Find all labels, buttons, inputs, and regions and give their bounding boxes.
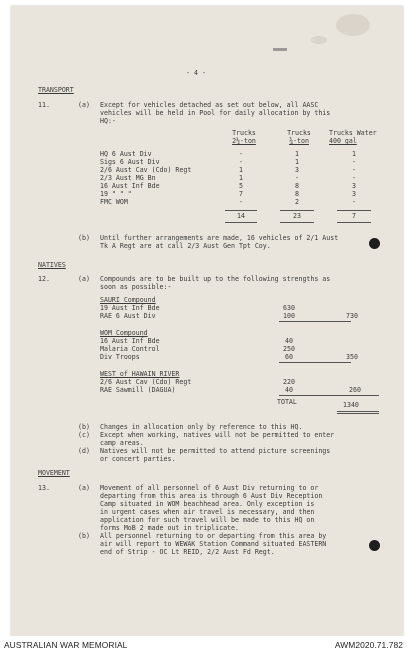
- table-cell: 8: [295, 190, 299, 198]
- table-cell: -: [239, 158, 243, 166]
- table-cell: 5: [239, 182, 243, 190]
- table-cell: -: [352, 158, 356, 166]
- table-cell: 8: [295, 182, 299, 190]
- para-line: end of Strip - OC Lt REID, 2/2 Aust Fd Regt.: [100, 548, 275, 556]
- para-line: Natives will not be permitted to attend picture screenings: [100, 447, 331, 455]
- para-line: air will report to WEWAK Station Command situated EASTERN: [100, 540, 327, 548]
- para-line: Compounds are to be built up to the following strengths as: [100, 275, 331, 283]
- staple-mark: [273, 48, 287, 51]
- para-line: Camp situated in WOM beachhead area. Only exception is: [100, 500, 315, 508]
- para-line: camp areas.: [100, 439, 144, 447]
- para-line: All personnel returning to or departing from this area by: [100, 532, 327, 540]
- paper-stain: [336, 14, 370, 36]
- table-cell: -: [352, 198, 356, 206]
- para-line: Movement of all personnel of 6 Aust Div returning to or: [100, 484, 319, 492]
- table-row-unit: 16 Aust Inf Bde: [100, 182, 160, 190]
- para-line: Except when working, natives will not be permitted to enter: [100, 431, 335, 439]
- column-header: ¾-ton: [289, 137, 309, 145]
- table-cell: 3: [352, 190, 356, 198]
- compound-item: Malaria Control: [100, 345, 160, 353]
- compound-subtotal: 260: [349, 386, 361, 394]
- column-header: Trucks Water: [329, 129, 377, 137]
- table-cell: 7: [239, 190, 243, 198]
- table-cell: -: [352, 166, 356, 174]
- table-cell: -: [239, 150, 243, 158]
- subtotal-rule: [279, 321, 351, 322]
- para-line: soon as possible:-: [100, 283, 172, 291]
- total-rule: [337, 222, 371, 223]
- table-cell: -: [352, 174, 356, 182]
- table-cell: 3: [352, 182, 356, 190]
- sub-label: (b): [78, 423, 90, 431]
- section-heading-movement: MOVEMENT: [38, 469, 70, 477]
- table-row-unit: Sigs 6 Aust Div: [100, 158, 160, 166]
- compound-value: 250: [283, 345, 295, 353]
- compound-value: 100: [283, 312, 295, 320]
- total-label: TOTAL: [277, 398, 297, 406]
- column-header: Trucks: [232, 129, 256, 137]
- compound-title: WOM Compound: [100, 329, 148, 337]
- table-cell: 2: [295, 198, 299, 206]
- total-rule: [337, 411, 379, 412]
- total-rule: [337, 210, 371, 211]
- para-line: Until further arrangements are made, 16 vehicles of 2/1 Aust: [100, 234, 339, 242]
- para-line: in urgent cases when air travel is necessary, and then: [100, 508, 315, 516]
- para-line: or concert parties.: [100, 455, 176, 463]
- compound-value: 40: [285, 337, 293, 345]
- page-number: - 4 -: [186, 69, 206, 77]
- paper-stain: [311, 36, 327, 44]
- table-row-unit: 19 " " ": [100, 190, 132, 198]
- sub-label: (a): [78, 484, 90, 492]
- section-heading-natives: NATIVES: [38, 261, 66, 269]
- sub-label: (b): [78, 234, 90, 242]
- table-total: 7: [352, 212, 356, 220]
- compound-title: WEST of HAWAIN RIVER: [100, 370, 180, 378]
- subtotal-rule: [279, 395, 379, 396]
- column-header: 400 gal: [329, 137, 357, 145]
- para-line: Except for vehicles detached as set out below, all AASC: [100, 101, 319, 109]
- compound-item: 16 Aust Inf Bde: [100, 337, 160, 345]
- compound-subtotal: 730: [346, 312, 358, 320]
- footer-accession-number: AWM2020.71.782: [334, 640, 403, 650]
- table-cell: 1: [239, 166, 243, 174]
- para-line: Changes in allocation only by reference to this HQ.: [100, 423, 303, 431]
- compound-subtotal: 350: [346, 353, 358, 361]
- para-line: HQ:-: [100, 117, 116, 125]
- sub-label: (c): [78, 431, 90, 439]
- total-rule: [280, 210, 314, 211]
- para-line: departing from this area is through 6 Aust Div Reception: [100, 492, 323, 500]
- table-cell: -: [295, 174, 299, 182]
- table-total: 14: [237, 212, 245, 220]
- total-value: 1340: [343, 401, 359, 409]
- total-rule: [225, 222, 257, 223]
- para-line: Tk A Regt are at call 2/3 Aust Gen Tpt Coy.: [100, 242, 271, 250]
- para-number: 13.: [38, 484, 50, 492]
- compound-item: 2/6 Aust Cav (Cdo) Regt: [100, 378, 192, 386]
- table-cell: 1: [352, 150, 356, 158]
- table-cell: 1: [295, 158, 299, 166]
- table-row-unit: 2/6 Aust Cav (Cdo) Regt: [100, 166, 192, 174]
- table-row-unit: 2/3 Aust MG Bn: [100, 174, 156, 182]
- punch-hole: [369, 540, 380, 551]
- compound-item: Div Troops: [100, 353, 140, 361]
- total-rule: [225, 210, 257, 211]
- sub-label: (a): [78, 275, 90, 283]
- footer-institution: AUSTRALIAN WAR MEMORIAL: [4, 640, 128, 650]
- table-row-unit: HQ 6 Aust Div: [100, 150, 152, 158]
- compound-item: 19 Aust Inf Bde: [100, 304, 160, 312]
- section-heading-transport: TRANSPORT: [38, 86, 74, 94]
- para-line: application for such travel will be made to this HQ on: [100, 516, 315, 524]
- compound-value: 60: [285, 353, 293, 361]
- total-rule: [280, 222, 314, 223]
- punch-hole: [369, 238, 380, 249]
- sub-label: (b): [78, 532, 90, 540]
- para-number: 11.: [38, 101, 50, 109]
- para-line: forms MoB 2 made out in triplicate.: [100, 524, 239, 532]
- table-total: 23: [293, 212, 301, 220]
- subtotal-rule: [279, 362, 351, 363]
- table-cell: 3: [295, 166, 299, 174]
- compound-title: SAURI Compound: [100, 296, 156, 304]
- sub-label: (d): [78, 447, 90, 455]
- para-line: vehicles will be held in Pool for daily allocation by this: [100, 109, 331, 117]
- table-cell: 1: [295, 150, 299, 158]
- column-header: 2½-ton: [232, 137, 256, 145]
- total-rule: [337, 413, 379, 414]
- compound-value: 40: [285, 386, 293, 394]
- archive-footer: [0, 636, 407, 653]
- document-page: [11, 6, 403, 636]
- compound-value: 220: [283, 378, 295, 386]
- compound-item: RAE Sawmill (DAGUA): [100, 386, 176, 394]
- table-cell: -: [239, 198, 243, 206]
- compound-value: 630: [283, 304, 295, 312]
- para-number: 12.: [38, 275, 50, 283]
- column-header: Trucks: [287, 129, 311, 137]
- table-cell: 1: [239, 174, 243, 182]
- compound-item: RAE 6 Aust Div: [100, 312, 156, 320]
- sub-label: (a): [78, 101, 90, 109]
- table-row-unit: FMC WOM: [100, 198, 128, 206]
